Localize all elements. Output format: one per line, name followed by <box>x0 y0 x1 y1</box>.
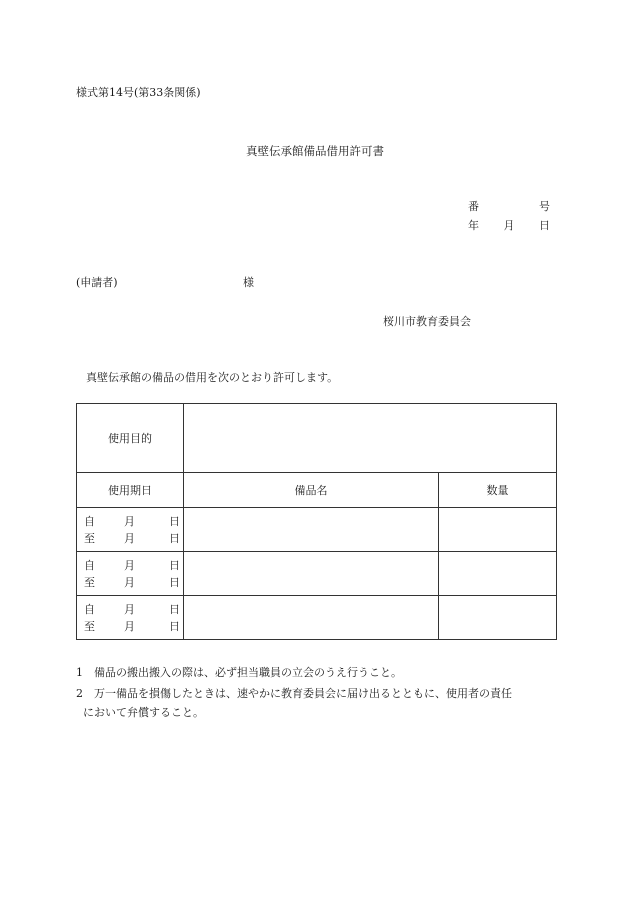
month-label: 月 <box>124 619 135 633</box>
quantity-cell[interactable] <box>439 552 557 596</box>
reference-number-line <box>468 198 550 214</box>
note-1 <box>76 664 402 680</box>
day-label: 日 <box>169 531 180 545</box>
period-cell[interactable] <box>77 596 184 640</box>
day-label: 日 <box>169 514 180 528</box>
item-cell[interactable] <box>184 508 439 552</box>
to-label: 至 <box>84 575 95 589</box>
permission-statement: 真壁伝承館の備品の借用を次のとおり許可します。 <box>86 371 339 384</box>
note-number: 2 <box>76 687 83 700</box>
table-row <box>77 552 557 596</box>
from-label: 自 <box>84 514 95 528</box>
item-cell[interactable] <box>184 552 439 596</box>
table-row <box>77 596 557 640</box>
note-2-continued: において弁償すること。 <box>83 706 204 719</box>
day-label: 日 <box>539 219 550 232</box>
quantity-header: 数量 <box>439 473 557 508</box>
month-label: 月 <box>124 514 135 528</box>
purpose-value-cell[interactable] <box>184 404 557 473</box>
period-cell[interactable] <box>77 508 184 552</box>
note-number: 1 <box>76 666 83 679</box>
month-label: 月 <box>124 558 135 572</box>
issue-date-line <box>468 217 550 233</box>
from-label: 自 <box>84 602 95 616</box>
form-number: 様式第14号(第33条関係) <box>76 86 201 99</box>
month-label: 月 <box>124 575 135 589</box>
day-label: 日 <box>169 558 180 572</box>
applicant-honorific: 様 <box>243 276 254 289</box>
month-label: 月 <box>124 602 135 616</box>
note-text: 備品の搬出搬入の際は、必ず担当職員の立会のうえ行うこと。 <box>94 666 402 679</box>
quantity-cell[interactable] <box>439 508 557 552</box>
item-header: 備品名 <box>184 473 439 508</box>
applicant-label: (申請者) <box>76 276 118 289</box>
quantity-cell[interactable] <box>439 596 557 640</box>
year-label: 年 <box>468 219 479 232</box>
to-label: 至 <box>84 619 95 633</box>
ban-label: 番 <box>468 200 479 213</box>
period-cell[interactable] <box>77 552 184 596</box>
note-2 <box>76 685 512 701</box>
day-label: 日 <box>169 602 180 616</box>
to-label: 至 <box>84 531 95 545</box>
go-label: 号 <box>539 200 550 213</box>
note-text: 万一備品を損傷したときは、速やかに教育委員会に届け出るとともに、使用者の責任 <box>94 687 512 700</box>
day-label: 日 <box>169 575 180 589</box>
document-title: 真壁伝承館備品借用許可書 <box>246 144 384 158</box>
item-cell[interactable] <box>184 596 439 640</box>
period-header: 使用期日 <box>77 473 184 508</box>
month-label: 月 <box>503 219 515 232</box>
day-label: 日 <box>169 619 180 633</box>
equipment-table <box>76 403 557 640</box>
purpose-label-cell: 使用目的 <box>77 404 184 473</box>
from-label: 自 <box>84 558 95 572</box>
issuer-name: 桜川市教育委員会 <box>383 315 471 328</box>
table-row <box>77 508 557 552</box>
month-label: 月 <box>124 531 135 545</box>
